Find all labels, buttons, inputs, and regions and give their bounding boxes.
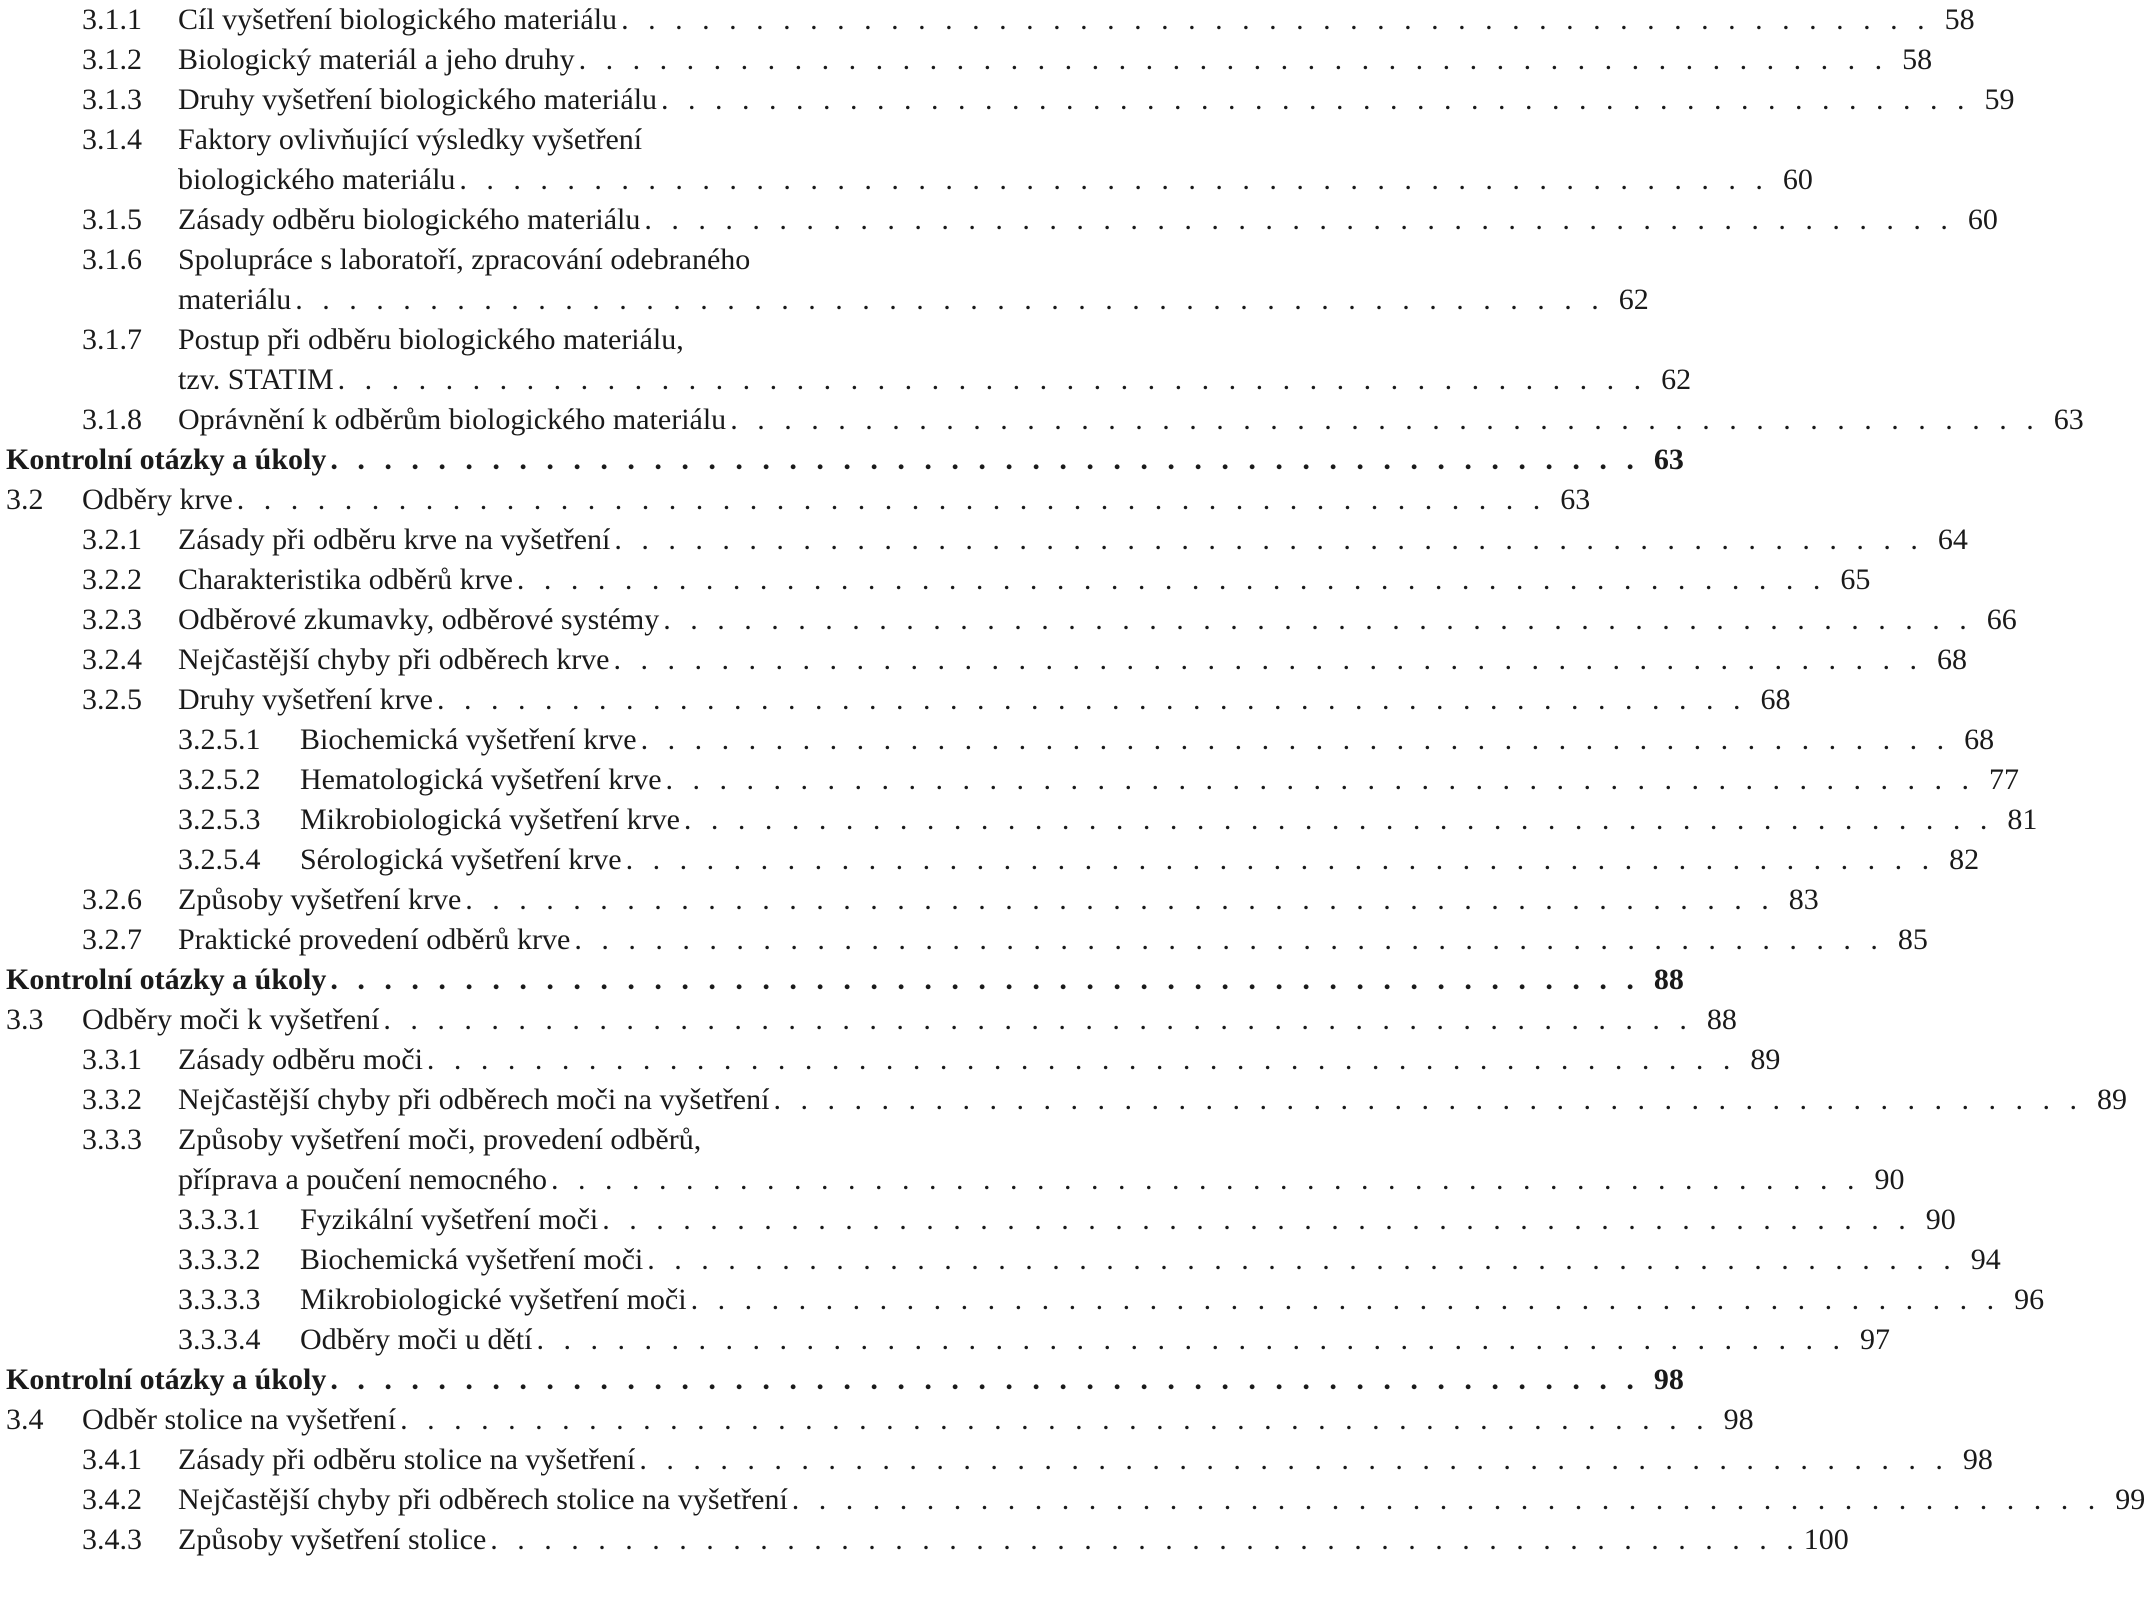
section-number: 3.3 <box>6 1003 44 1036</box>
toc-entry <box>0 480 1591 520</box>
section-title: Způsoby vyšetření stolice <box>178 1523 487 1556</box>
entry-line <box>178 1480 2145 1520</box>
toc-entry <box>0 240 960 280</box>
toc-entry <box>0 40 1933 80</box>
page-number: 68 <box>1760 683 1791 716</box>
entry-line <box>300 720 1995 760</box>
entry-line <box>178 80 2015 120</box>
toc-entry-continuation <box>0 1160 1905 1200</box>
dot-leader: . . . . . . . . . . . . . . . . . . . . . . . . . . . . . . . . . . . . . . . . . . . . . . . . . <box>330 963 1640 996</box>
toc-entry <box>0 0 1975 40</box>
toc-entry <box>0 400 2084 440</box>
dot-leader: . . . . . . . . . . . . . . . . . . . . . . . . . . . . . . . . . . . . . . . . . . . . . . . . . <box>330 443 1640 476</box>
toc-entry-review <box>0 440 1684 480</box>
section-title: Biologický materiál a jeho druhy <box>178 43 575 76</box>
page-number: 85 <box>1897 923 1928 956</box>
page-number: 96 <box>2014 1283 2045 1316</box>
page-number: 99 <box>2115 1483 2145 1516</box>
section-title-line1: Postup při odběru biologického materiálu, <box>178 323 684 356</box>
dot-leader: . . . . . . . . . . . . . . . . . . . . . . . . . . . . . . . . . . . . . . . . . . . . . . . . . <box>665 763 1976 796</box>
page-number: 66 <box>1986 603 2017 636</box>
section-number: 3.4.3 <box>82 1523 142 1556</box>
section-number: 3.4.1 <box>82 1443 142 1476</box>
page-number: 60 <box>1782 163 1813 196</box>
section-title: biologického materiálu <box>178 163 456 196</box>
section-number: 3.3.1 <box>82 1043 142 1076</box>
entry-line <box>82 480 1591 520</box>
section-title: Mikrobiologická vyšetření krve <box>300 803 680 836</box>
entry-line <box>178 1160 1905 1200</box>
toc-entry <box>0 1040 1781 1080</box>
toc-entry <box>0 680 1791 720</box>
section-title: Fyzikální vyšetření moči <box>300 1203 599 1236</box>
entry-line <box>6 440 1684 480</box>
toc-entry <box>0 1480 2145 1520</box>
section-number: 3.1.2 <box>82 43 142 76</box>
page-number: 58 <box>1902 43 1933 76</box>
page-number: 77 <box>1989 763 2020 796</box>
section-title: Odběry krve <box>82 483 233 516</box>
entry-line <box>82 1400 1754 1440</box>
page-number: 63 <box>1653 443 1684 476</box>
toc-entry <box>0 1400 1754 1440</box>
entry-line <box>178 400 2084 440</box>
dot-leader: . . . . . . . . . . . . . . . . . . . . . . . . . . . . . . . . . . . . . . . . . . . . . . . . . <box>647 1243 1957 1276</box>
section-number: 3.1.5 <box>82 203 142 236</box>
entry-line <box>178 1440 1993 1480</box>
entry-line <box>300 800 2038 840</box>
dot-leader: . . . . . . . . . . . . . . . . . . . . . . . . . . . . . . . . . . . . . . . . . . . . . . . . . <box>644 203 1954 236</box>
entry-line <box>178 1520 1849 1560</box>
dot-leader: . . . . . . . . . . . . . . . . . . . . . . . . . . . . . . . . . . . . . . . . . . . . . . . . . <box>773 1083 2083 1116</box>
toc-entry <box>0 600 2017 640</box>
section-number: 3.3.3.1 <box>178 1203 261 1236</box>
section-number: 3.1.1 <box>82 3 142 36</box>
page-number: 90 <box>1925 1203 1956 1236</box>
toc-entry-continuation <box>0 160 1813 200</box>
entry-line <box>178 0 1975 40</box>
section-title: tzv. STATIM <box>178 363 334 396</box>
section-number: 3.3.3 <box>82 1123 142 1156</box>
toc-entry <box>0 1200 1956 1240</box>
dot-leader: . . . . . . . . . . . . . . . . . . . . . . . . . . . . . . . . . . . . . . . . . . . . . . . . . <box>330 1363 1640 1396</box>
dot-leader: . . . . . . . . . . . . . . . . . . . . . . . . . . . . . . . . . . . . . . . . . . . . . . . . . <box>621 3 1931 36</box>
page-number: 65 <box>1840 563 1871 596</box>
dot-leader: . . . . . . . . . . . . . . . . . . . . . . . . . . . . . . . . . . . . . . . . . . . . . . . . . <box>613 643 1923 676</box>
dot-leader: . . . . . . . . . . . . . . . . . . . . . . . . . . . . . . . . . . . . . . . . . . . . . . . . . <box>683 803 1994 836</box>
page-number: 98 <box>1653 1363 1684 1396</box>
entry-line <box>178 880 1819 920</box>
section-title: Mikrobiologické vyšetření moči <box>300 1283 687 1316</box>
toc-entry <box>0 1440 1993 1480</box>
dot-leader: . . . . . . . . . . . . . . . . . . . . . . . . . . . . . . . . . . . . . . . . . . . . . . . . . <box>490 1523 1800 1556</box>
toc-entry-review <box>0 1360 1684 1400</box>
section-title: Nejčastější chyby při odběrech moči na vyšetření <box>178 1083 770 1116</box>
entry-line <box>178 1040 1781 1080</box>
section-title: Hematologická vyšetření krve <box>300 763 662 796</box>
section-number: 3.2.2 <box>82 563 142 596</box>
entry-line <box>178 200 1998 240</box>
toc-entry <box>0 200 1998 240</box>
entry-line <box>178 280 1649 320</box>
dot-leader: . . . . . . . . . . . . . . . . . . . . . . . . . . . . . . . . . . . . . . . . . . . . . . . . . <box>730 403 2040 436</box>
section-number: 3.2.6 <box>82 883 142 916</box>
toc-entry <box>0 1280 2045 1320</box>
section-title: materiálu <box>178 283 292 316</box>
dot-leader: . . . . . . . . . . . . . . . . . . . . . . . . . . . . . . . . . . . . . . . . . . . . . . . . . <box>574 923 1884 956</box>
section-title: Způsoby vyšetření krve <box>178 883 462 916</box>
toc-entry <box>0 560 1871 600</box>
section-number: 3.4 <box>6 1403 44 1436</box>
page-number: 89 <box>1750 1043 1781 1076</box>
dot-leader: . . . . . . . . . . . . . . . . . . . . . . . . . . . . . . . . . . . . . . . . . . . . . . . . . <box>639 1443 1949 1476</box>
toc-entry <box>0 760 2020 800</box>
section-title: Kontrolní otázky a úkoly <box>6 1363 327 1396</box>
section-title: Zásady odběru moči <box>178 1043 423 1076</box>
page-number: 62 <box>1661 363 1692 396</box>
toc-entry <box>0 320 960 360</box>
section-title-line1: Způsoby vyšetření moči, provedení odběrů, <box>178 1123 702 1156</box>
section-number: 3.2.1 <box>82 523 142 556</box>
dot-leader: . . . . . . . . . . . . . . . . . . . . . . . . . . . . . . . . . . . . . . . . . . . . . . . . . <box>400 1403 1710 1436</box>
section-title: Charakteristika odběrů krve <box>178 563 513 596</box>
section-title: Sérologická vyšetření krve <box>300 843 622 876</box>
entry-line <box>178 160 1813 200</box>
dot-leader: . . . . . . . . . . . . . . . . . . . . . . . . . . . . . . . . . . . . . . . . . . . . . . . . . <box>536 1323 1846 1356</box>
page-number: 94 <box>1970 1243 2001 1276</box>
section-title: Nejčastější chyby při odběrech stolice na vyšetření <box>178 1483 788 1516</box>
toc-entry <box>0 1240 2001 1280</box>
section-title: Zásady při odběru krve na vyšetření <box>178 523 611 556</box>
toc-entry <box>0 1000 1737 1040</box>
entry-line <box>300 760 2020 800</box>
entry-line <box>300 1200 1956 1240</box>
toc-entry <box>0 1520 1849 1560</box>
section-title: Kontrolní otázky a úkoly <box>6 963 327 996</box>
page-number: 68 <box>1937 643 1967 676</box>
section-number: 3.2 <box>6 483 44 516</box>
entry-line <box>178 560 1871 600</box>
entry-line <box>178 600 2017 640</box>
dot-leader: . . . . . . . . . . . . . . . . . . . . . . . . . . . . . . . . . . . . . . . . . . . . . . . . . <box>614 523 1924 556</box>
section-title: Odběry moči k vyšetření <box>82 1003 380 1036</box>
dot-leader: . . . . . . . . . . . . . . . . . . . . . . . . . . . . . . . . . . . . . . . . . . . . . . . . . <box>465 883 1775 916</box>
section-title: Biochemická vyšetření moči <box>300 1243 644 1276</box>
entry-line <box>178 1080 2127 1120</box>
dot-leader: . . . . . . . . . . . . . . . . . . . . . . . . . . . . . . . . . . . . . . . . . . . . . . . . . <box>661 83 1971 116</box>
toc-entry <box>0 640 1967 680</box>
page-number: 90 <box>1874 1163 1905 1196</box>
section-title: Cíl vyšetření biologického materiálu <box>178 3 618 36</box>
entry-line <box>300 840 1980 880</box>
page-number: 60 <box>1967 203 1998 236</box>
toc-entry <box>0 1080 2127 1120</box>
entry-line <box>82 1000 1737 1040</box>
section-title: Druhy vyšetření krve <box>178 683 433 716</box>
page-number: 98 <box>1962 1443 1993 1476</box>
dot-leader: . . . . . . . . . . . . . . . . . . . . . . . . . . . . . . . . . . . . . . . . . . . . . . . . . <box>663 603 1973 636</box>
entry-line <box>178 680 1791 720</box>
dot-leader: . . . . . . . . . . . . . . . . . . . . . . . . . . . . . . . . . . . . . . . . . . . . . . . . . <box>640 723 1951 756</box>
entry-line <box>300 1280 2045 1320</box>
section-number: 3.2.5.4 <box>178 843 261 876</box>
section-title-line1: Spolupráce s laboratoří, zpracování odebraného <box>178 243 751 276</box>
section-number: 3.3.3.4 <box>178 1323 261 1356</box>
dot-leader: . . . . . . . . . . . . . . . . . . . . . . . . . . . . . . . . . . . . . . . . . . . . . . . . . <box>690 1283 2001 1316</box>
entry-line <box>300 1240 2001 1280</box>
toc-entry-review <box>0 960 1684 1000</box>
page-number: 100 <box>1803 1523 1849 1556</box>
section-title: Kontrolní otázky a úkoly <box>6 443 327 476</box>
section-number: 3.2.7 <box>82 923 142 956</box>
page-number: 88 <box>1653 963 1684 996</box>
dot-leader: . . . . . . . . . . . . . . . . . . . . . . . . . . . . . . . . . . . . . . . . . . . . . . . . . <box>625 843 1936 876</box>
dot-leader: . . . . . . . . . . . . . . . . . . . . . . . . . . . . . . . . . . . . . . . . . . . . . . . . . <box>516 563 1827 596</box>
page-number: 58 <box>1944 3 1975 36</box>
entry-line <box>6 1360 1684 1400</box>
page-number: 82 <box>1949 843 1980 876</box>
section-number: 3.4.2 <box>82 1483 142 1516</box>
dot-leader: . . . . . . . . . . . . . . . . . . . . . . . . . . . . . . . . . . . . . . . . . . . . . . . . . <box>459 163 1769 196</box>
section-title: Zásady při odběru stolice na vyšetření <box>178 1443 636 1476</box>
toc-entry <box>0 840 1980 880</box>
page-number: 62 <box>1618 283 1649 316</box>
entry-line <box>300 1320 1890 1360</box>
section-number: 3.2.4 <box>82 643 142 676</box>
page-number: 59 <box>1984 83 2015 116</box>
toc-entry <box>0 80 2015 120</box>
section-number: 3.1.4 <box>82 123 142 156</box>
section-title: Nejčastější chyby při odběrech krve <box>178 643 610 676</box>
section-number: 3.1.3 <box>82 83 142 116</box>
entry-line <box>178 520 1968 560</box>
section-title: Biochemická vyšetření krve <box>300 723 637 756</box>
toc-entry-continuation <box>0 280 1649 320</box>
section-number: 3.1.6 <box>82 243 142 276</box>
section-number: 3.2.5.2 <box>178 763 261 796</box>
dot-leader: . . . . . . . . . . . . . . . . . . . . . . . . . . . . . . . . . . . . . . . . . . . . . . . . . <box>383 1003 1693 1036</box>
page-number: 88 <box>1706 1003 1737 1036</box>
section-title: Praktické provedení odběrů krve <box>178 923 571 956</box>
dot-leader: . . . . . . . . . . . . . . . . . . . . . . . . . . . . . . . . . . . . . . . . . . . . . . . . . <box>578 43 1889 76</box>
entry-line <box>178 920 1928 960</box>
section-number: 3.3.3.3 <box>178 1283 261 1316</box>
entry-line <box>178 640 1967 680</box>
section-number: 3.2.5.1 <box>178 723 261 756</box>
section-number: 3.2.5.3 <box>178 803 261 836</box>
toc-entry <box>0 800 2038 840</box>
section-number: 3.2.5 <box>82 683 142 716</box>
page-number: 63 <box>2053 403 2084 436</box>
dot-leader: . . . . . . . . . . . . . . . . . . . . . . . . . . . . . . . . . . . . . . . . . . . . . . . . . <box>337 363 1648 396</box>
section-number: 3.3.2 <box>82 1083 142 1116</box>
dot-leader: . . . . . . . . . . . . . . . . . . . . . . . . . . . . . . . . . . . . . . . . . . . . . . . . . <box>791 1483 2102 1516</box>
section-number: 3.2.3 <box>82 603 142 636</box>
section-title: Druhy vyšetření biologického materiálu <box>178 83 658 116</box>
page-number: 97 <box>1859 1323 1890 1356</box>
toc-entry <box>0 520 1968 560</box>
toc-entry <box>0 120 960 160</box>
page-number: 64 <box>1937 523 1968 556</box>
section-number: 3.1.7 <box>82 323 142 356</box>
page-number: 68 <box>1964 723 1995 756</box>
toc-entry <box>0 1320 1890 1360</box>
toc-entry <box>0 1120 960 1160</box>
page-number: 98 <box>1723 1403 1754 1436</box>
toc-entry-continuation <box>0 360 1692 400</box>
toc-entry <box>0 720 1995 760</box>
entry-line <box>178 360 1692 400</box>
section-title: Odběry moči u dětí <box>300 1323 533 1356</box>
section-title: Odběr stolice na vyšetření <box>82 1403 397 1436</box>
section-number: 3.3.3.2 <box>178 1243 261 1276</box>
page-number: 63 <box>1560 483 1591 516</box>
dot-leader: . . . . . . . . . . . . . . . . . . . . . . . . . . . . . . . . . . . . . . . . . . . . . . . . . <box>426 1043 1737 1076</box>
section-title-line1: Faktory ovlivňující výsledky vyšetření <box>178 123 643 156</box>
dot-leader: . . . . . . . . . . . . . . . . . . . . . . . . . . . . . . . . . . . . . . . . . . . . . . . . . <box>602 1203 1912 1236</box>
dot-leader: . . . . . . . . . . . . . . . . . . . . . . . . . . . . . . . . . . . . . . . . . . . . . . . . . <box>295 283 1605 316</box>
toc-entry <box>0 880 1819 920</box>
entry-line <box>6 960 1684 1000</box>
dot-leader: . . . . . . . . . . . . . . . . . . . . . . . . . . . . . . . . . . . . . . . . . . . . . . . . . <box>436 683 1747 716</box>
page-number: 81 <box>2007 803 2038 836</box>
section-title: příprava a poučení nemocného <box>178 1163 548 1196</box>
page-number: 89 <box>2096 1083 2127 1116</box>
section-title: Odběrové zkumavky, odběrové systémy <box>178 603 660 636</box>
entry-line <box>178 40 1933 80</box>
page-number: 83 <box>1788 883 1819 916</box>
section-number: 3.1.8 <box>82 403 142 436</box>
section-title: Zásady odběru biologického materiálu <box>178 203 641 236</box>
dot-leader: . . . . . . . . . . . . . . . . . . . . . . . . . . . . . . . . . . . . . . . . . . . . . . . . . <box>236 483 1547 516</box>
toc-entry <box>0 920 1928 960</box>
dot-leader: . . . . . . . . . . . . . . . . . . . . . . . . . . . . . . . . . . . . . . . . . . . . . . . . . <box>551 1163 1861 1196</box>
section-title: Oprávnění k odběrům biologického materiálu <box>178 403 727 436</box>
